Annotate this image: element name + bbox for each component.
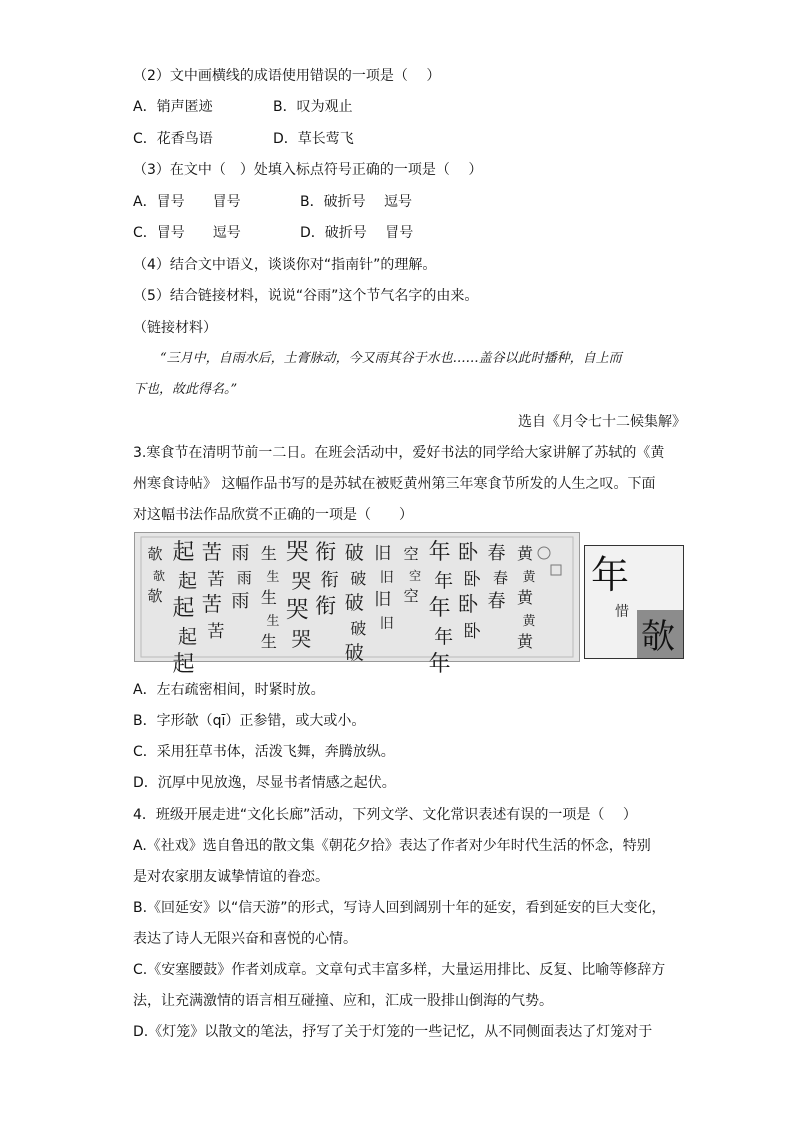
question3-line-1: 3.寒食节在清明节前一二日。在班会活动中，爱好书法的同学给大家讲解了苏轼的《黄 xyxy=(133,445,665,461)
calligraphy-glyph: 空 xyxy=(403,545,419,563)
detail-char-nian: 年 xyxy=(591,553,630,597)
calligraphy-glyph: 欹 xyxy=(147,545,163,563)
question3-option-a: A．左右疏密相间，时紧时放。 xyxy=(133,682,325,698)
calligraphy-glyph: 衔 xyxy=(315,540,337,564)
calligraphy-glyph: 空 xyxy=(409,569,422,583)
calligraphy-glyph: 年 xyxy=(428,596,451,621)
calligraphy-glyph: 生 xyxy=(260,588,277,607)
calligraphy-glyph: 旧 xyxy=(374,590,392,610)
question4-option-a-line-1: A.《社戏》选自鲁迅的散文集《朝花夕拾》表达了作者对少年时代生活的怀念，特别 xyxy=(133,838,651,854)
calligraphy-glyph: 苦 xyxy=(207,622,225,642)
q2-option-b: B．叹为观止 xyxy=(273,99,353,115)
detail-char-xi: 惜 xyxy=(615,604,629,620)
calligraphy-glyph: 黄 xyxy=(516,544,534,563)
calligraphy-glyph: 哭 xyxy=(291,569,312,593)
calligraphy-glyph: 破 xyxy=(350,569,367,588)
question3-line-3: 对这幅书法作品欣赏不正确的一项是（ ） xyxy=(133,507,413,523)
calligraphy-glyph: 生 xyxy=(260,632,277,651)
calligraphy-glyph: 春 xyxy=(487,543,506,564)
link-material-quote-2: 下也，故此得名。” xyxy=(133,382,238,397)
calligraphy-glyph: 雨 xyxy=(231,591,250,612)
calligraphy-glyph: 年 xyxy=(428,540,451,565)
calligraphy-glyph: 年 xyxy=(434,570,454,592)
calligraphy-glyph: 欹 xyxy=(147,587,163,605)
calligraphy-glyph: 起 xyxy=(172,540,195,565)
link-material-source: 选自《月令七十二候集解》 xyxy=(518,414,686,430)
calligraphy-glyph: 年 xyxy=(428,652,451,677)
calligraphy-glyph: 雨 xyxy=(231,543,250,564)
calligraphy-glyph: 卧 xyxy=(463,622,481,642)
calligraphy-glyph: 起 xyxy=(177,570,197,592)
question4-option-b-line-2: 表达了诗人无限兴奋和喜悦的心情。 xyxy=(133,931,357,947)
calligraphy-glyph: 破 xyxy=(350,619,367,638)
calligraphy-glyph: 春 xyxy=(487,591,506,612)
calligraphy-glyph: 黄 xyxy=(516,632,534,651)
calligraphy-glyph: 起 xyxy=(172,652,195,677)
question4-option-b-line-1: B.《回延安》以“信天游”的形式，写诗人回到阔别十年的延安，看到延安的巨大变化， xyxy=(133,900,666,916)
calligraphy-glyph: 哭 xyxy=(291,627,312,651)
calligraphy-glyph: 黄 xyxy=(516,588,534,607)
detail-char-qi: 欹 xyxy=(641,617,675,657)
q5-stem: （5）结合链接材料，说说“谷雨”这个节气名字的由来。 xyxy=(133,288,479,304)
calligraphy-glyph: 衔 xyxy=(320,570,339,591)
question3-option-d: D．沉厚中见放逸，尽显书者情感之起伏。 xyxy=(133,775,396,791)
q2-option-a: A．销声匿迹 xyxy=(133,99,213,115)
question3-line-2: 州寒食诗帖》 这幅作品书写的是苏轼在被贬黄州第三年寒食节所发的人生之叹。下面 xyxy=(133,476,656,492)
calligraphy-glyph: 生 xyxy=(260,544,277,563)
calligraphy-glyph: 黄 xyxy=(522,614,536,629)
q2-stem: （2）文中画横线的成语使用错误的一项是（ ） xyxy=(133,68,441,84)
calligraphy-glyph: 旧 xyxy=(374,544,392,564)
calligraphy-glyph: 卧 xyxy=(458,540,479,564)
q3-option-c: C．冒号 逗号 xyxy=(133,225,241,241)
question4-option-c-line-2: 法，让充满激情的语言相互碰撞、应和，汇成一股排山倒海的气势。 xyxy=(133,993,553,1009)
calligraphy-glyph: 年 xyxy=(434,626,454,648)
calligraphy-glyph: 哭 xyxy=(285,597,309,623)
calligraphy-glyph: 生 xyxy=(266,570,280,585)
calligraphy-glyph: 雨 xyxy=(236,569,252,587)
calligraphy-glyph: 苦 xyxy=(201,592,222,616)
link-material-quote-1: “三月中，自雨水后，土膏脉动，今又雨其谷于水也……盖谷以此时播种，自上而 xyxy=(160,351,622,366)
question3-option-c: C．采用狂草书体，活泼飞舞，奔腾放纵。 xyxy=(133,744,395,760)
q2-option-c: C．花香鸟语 xyxy=(133,131,213,147)
calligraphy-glyph: 破 xyxy=(344,592,364,614)
calligraphy-glyph: 旧 xyxy=(379,570,394,586)
q3-option-a: A．冒号 冒号 xyxy=(133,194,241,210)
q4-stem: （4）结合文中语义，谈谈你对“指南针”的理解。 xyxy=(133,257,437,273)
calligraphy-glyph: 卧 xyxy=(458,592,479,616)
calligraphy-glyph: 苦 xyxy=(201,540,222,564)
calligraphy-glyph: 破 xyxy=(344,542,364,564)
calligraphy-glyph: 生 xyxy=(266,614,280,629)
calligraphy-glyph: 黄 xyxy=(522,570,536,585)
calligraphy-scroll-drawing xyxy=(135,533,579,677)
calligraphy-glyph: 衔 xyxy=(315,594,337,618)
calligraphy-glyph: 苦 xyxy=(207,570,225,590)
calligraphy-glyph: 起 xyxy=(177,626,197,648)
calligraphy-glyph: 空 xyxy=(403,587,419,605)
calligraphy-image xyxy=(134,532,580,677)
calligraphy-glyph: 破 xyxy=(344,642,364,664)
question3-option-b: B．字形欹（qī）正参错，或大或小。 xyxy=(133,713,366,729)
question4-option-a-line-2: 是对农家朋友诚挚情谊的眷恋。 xyxy=(133,869,329,885)
calligraphy-glyph: 卧 xyxy=(463,570,481,590)
q2-option-d: D．草长莺飞 xyxy=(273,131,354,147)
question4-option-c-line-1: C.《安塞腰鼓》作者刘成章。文章句式丰富多样，大量运用排比、反复、比喻等修辞方 xyxy=(133,962,666,978)
calligraphy-glyph: 旧 xyxy=(379,616,394,632)
question4-stem: 4．班级开展走进“文化长廊”活动，下列文学、文化常识表述有误的一项是（ ） xyxy=(133,807,637,823)
calligraphy-detail-image xyxy=(584,545,684,659)
q3-option-b: B．破折号 逗号 xyxy=(300,194,413,210)
calligraphy-glyph: 起 xyxy=(172,596,195,621)
calligraphy-glyph: 欹 xyxy=(152,569,166,583)
link-material-heading: （链接材料） xyxy=(133,320,217,336)
calligraphy-glyph: 春 xyxy=(493,569,509,587)
calligraphy-detail-drawing xyxy=(585,546,683,658)
q3-option-d: D．破折号 冒号 xyxy=(300,225,414,241)
q3-stem: （3）在文中（ ）处填入标点符号正确的一项是（ ） xyxy=(133,162,483,178)
calligraphy-glyph: 哭 xyxy=(285,539,309,565)
question4-option-d-line-1: D.《灯笼》以散文的笔法，抒写了关于灯笼的一些记忆，从不同侧面表达了灯笼对于 xyxy=(133,1024,653,1040)
